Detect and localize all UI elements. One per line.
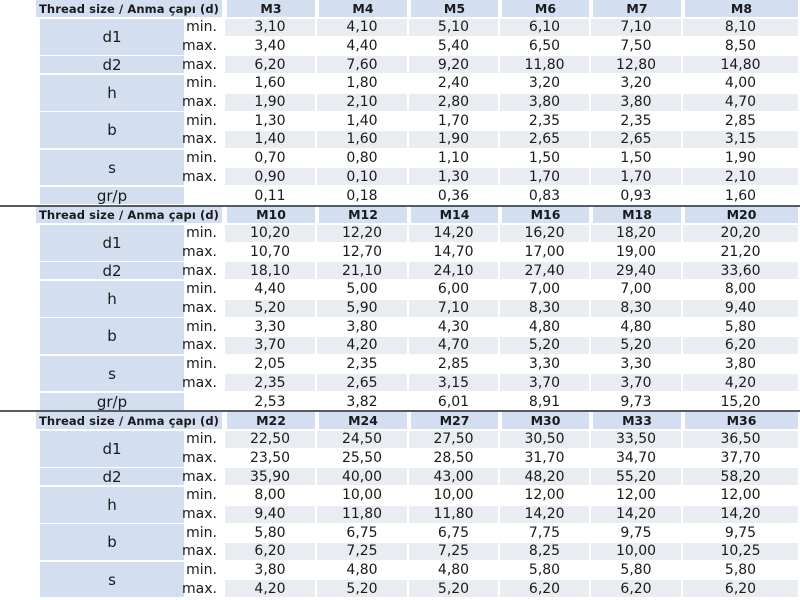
value-cell: 14,70: [409, 243, 498, 260]
value-cell: 3,30: [591, 356, 681, 373]
value-cell: 21,10: [317, 262, 407, 279]
value-cell: 33,60: [683, 262, 798, 279]
thread-size-header: M20: [685, 206, 798, 223]
value-cell: 5,00: [317, 281, 407, 298]
value-cell: 5,80: [500, 562, 589, 579]
value-cell: 12,20: [317, 225, 407, 242]
value-cell: 28,50: [409, 449, 498, 466]
value-cell: 10,20: [225, 225, 315, 242]
value-cell: 20,20: [683, 225, 798, 242]
row-sub-label: max.: [182, 262, 217, 279]
param-label-gr-p: gr/p: [40, 187, 184, 204]
row-sub-label: max.: [182, 374, 217, 391]
row-sub-label: min.: [186, 524, 217, 541]
row-sub-label: min.: [186, 112, 217, 129]
value-cell: 1,70: [409, 112, 498, 129]
value-cell: 6,20: [683, 580, 798, 597]
value-cell: 8,00: [225, 487, 315, 504]
row-sub-label: max.: [182, 94, 217, 111]
value-cell: 17,00: [500, 243, 589, 260]
row-sub-label: min.: [186, 431, 217, 448]
row-sub-label: max.: [182, 506, 217, 523]
value-cell: 27,50: [409, 431, 498, 448]
value-cell: 3,82: [317, 393, 407, 410]
value-cell: 35,90: [225, 468, 315, 485]
value-cell: 6,20: [225, 56, 315, 73]
value-cell: 6,20: [683, 337, 798, 354]
value-cell: 8,30: [500, 300, 589, 317]
value-cell: 7,00: [591, 281, 681, 298]
param-label-gr-p: gr/p: [40, 393, 184, 410]
value-cell: 8,25: [500, 543, 589, 560]
thread-size-header: M18: [593, 206, 681, 223]
row-sub-label: max.: [182, 56, 217, 73]
value-cell: 1,70: [500, 168, 589, 185]
value-cell: 6,50: [500, 37, 589, 54]
value-cell: 1,10: [409, 150, 498, 167]
thread-size-header: M22: [227, 412, 315, 429]
row-sub-label: min.: [186, 562, 217, 579]
value-cell: 12,00: [591, 487, 681, 504]
row-sub-label: max.: [182, 468, 217, 485]
param-label-d2: d2: [40, 468, 184, 485]
value-cell: 4,20: [225, 580, 315, 597]
row-sub-label: max.: [182, 300, 217, 317]
value-cell: 14,20: [409, 225, 498, 242]
value-cell: 7,75: [500, 524, 589, 541]
value-cell: 7,10: [591, 19, 681, 36]
value-cell: 1,30: [409, 168, 498, 185]
value-cell: 31,70: [500, 449, 589, 466]
row-sub-label: max.: [182, 243, 217, 260]
value-cell: 0,36: [409, 187, 498, 204]
value-cell: 27,40: [500, 262, 589, 279]
value-cell: 5,10: [409, 19, 498, 36]
value-cell: 2,65: [500, 131, 589, 148]
value-cell: 9,73: [591, 393, 681, 410]
value-cell: 4,80: [317, 562, 407, 579]
value-cell: 36,50: [683, 431, 798, 448]
thread-size-header: M10: [227, 206, 315, 223]
thread-size-header: M33: [593, 412, 681, 429]
value-cell: 5,20: [317, 580, 407, 597]
thread-size-header: M4: [319, 0, 407, 17]
value-cell: 5,20: [591, 337, 681, 354]
value-cell: 3,40: [225, 37, 315, 54]
param-label-b: b: [40, 112, 184, 148]
value-cell: 6,20: [225, 543, 315, 560]
value-cell: 3,15: [683, 131, 798, 148]
value-cell: 2,35: [225, 374, 315, 391]
value-cell: 4,10: [317, 19, 407, 36]
row-sub-label: max.: [182, 131, 217, 148]
value-cell: 3,80: [500, 94, 589, 111]
row-sub-label: min.: [186, 150, 217, 167]
row-sub-label: min.: [186, 75, 217, 92]
param-label-h: h: [40, 281, 184, 317]
value-cell: 9,40: [683, 300, 798, 317]
value-cell: 2,10: [317, 94, 407, 111]
value-cell: 25,50: [317, 449, 407, 466]
thread-size-header: M36: [685, 412, 798, 429]
value-cell: 5,20: [500, 337, 589, 354]
value-cell: 11,80: [409, 506, 498, 523]
value-cell: 2,85: [409, 356, 498, 373]
thread-size-header: M6: [502, 0, 589, 17]
value-cell: 23,50: [225, 449, 315, 466]
value-cell: 3,20: [591, 75, 681, 92]
param-label-d2: d2: [40, 56, 184, 73]
value-cell: 5,90: [317, 300, 407, 317]
row-sub-label: min.: [186, 19, 217, 36]
value-cell: 6,00: [409, 281, 498, 298]
value-cell: 0,90: [225, 168, 315, 185]
value-cell: 7,50: [591, 37, 681, 54]
value-cell: 6,75: [409, 524, 498, 541]
value-cell: 12,70: [317, 243, 407, 260]
value-cell: 1,30: [225, 112, 315, 129]
header-label: Thread size / Anma çapı (d): [36, 0, 222, 17]
value-cell: 4,30: [409, 318, 498, 335]
value-cell: 18,20: [591, 225, 681, 242]
value-cell: 12,00: [683, 487, 798, 504]
value-cell: 3,70: [225, 337, 315, 354]
row-sub-label: min.: [186, 225, 217, 242]
value-cell: 8,50: [683, 37, 798, 54]
value-cell: 10,00: [591, 543, 681, 560]
value-cell: 10,25: [683, 543, 798, 560]
value-cell: 4,00: [683, 75, 798, 92]
value-cell: 3,70: [500, 374, 589, 391]
param-label-b: b: [40, 318, 184, 354]
row-sub-label: max.: [182, 580, 217, 597]
value-cell: 2,80: [409, 94, 498, 111]
value-cell: 3,80: [683, 356, 798, 373]
value-cell: 9,20: [409, 56, 498, 73]
thread-size-header: M14: [411, 206, 498, 223]
value-cell: 12,00: [500, 487, 589, 504]
value-cell: 3,70: [591, 374, 681, 391]
value-cell: 19,00: [591, 243, 681, 260]
value-cell: 4,80: [591, 318, 681, 335]
value-cell: 3,10: [225, 19, 315, 36]
value-cell: 4,80: [500, 318, 589, 335]
value-cell: 7,00: [500, 281, 589, 298]
value-cell: 9,40: [225, 506, 315, 523]
value-cell: 4,20: [317, 337, 407, 354]
value-cell: 0,80: [317, 150, 407, 167]
value-cell: 5,80: [225, 524, 315, 541]
value-cell: 1,40: [317, 112, 407, 129]
value-cell: 2,35: [591, 112, 681, 129]
value-cell: 40,00: [317, 468, 407, 485]
value-cell: 3,15: [409, 374, 498, 391]
value-cell: 2,85: [683, 112, 798, 129]
thread-size-header: M30: [502, 412, 589, 429]
value-cell: 2,65: [591, 131, 681, 148]
value-cell: 55,20: [591, 468, 681, 485]
value-cell: 21,20: [683, 243, 798, 260]
thread-size-header: M7: [593, 0, 681, 17]
value-cell: 14,20: [591, 506, 681, 523]
value-cell: 1,60: [683, 187, 798, 204]
value-cell: 1,90: [409, 131, 498, 148]
value-cell: 33,50: [591, 431, 681, 448]
value-cell: 1,40: [225, 131, 315, 148]
row-sub-label: [178, 393, 223, 410]
value-cell: 16,20: [500, 225, 589, 242]
value-cell: 1,90: [683, 150, 798, 167]
row-sub-label: [178, 187, 223, 204]
value-cell: 1,60: [317, 131, 407, 148]
value-cell: 4,80: [409, 562, 498, 579]
value-cell: 29,40: [591, 262, 681, 279]
value-cell: 1,50: [500, 150, 589, 167]
param-label-h: h: [40, 487, 184, 523]
value-cell: 7,10: [409, 300, 498, 317]
value-cell: 9,75: [683, 524, 798, 541]
param-label-s: s: [40, 562, 184, 598]
value-cell: 6,75: [317, 524, 407, 541]
value-cell: 5,80: [591, 562, 681, 579]
value-cell: 2,53: [225, 393, 315, 410]
header-label: Thread size / Anma çapı (d): [36, 206, 222, 223]
value-cell: 5,80: [683, 562, 798, 579]
thread-size-header: M24: [319, 412, 407, 429]
value-cell: 6,01: [409, 393, 498, 410]
value-cell: 0,10: [317, 168, 407, 185]
param-label-d1: d1: [40, 431, 184, 467]
value-cell: 6,20: [500, 580, 589, 597]
value-cell: 1,60: [225, 75, 315, 92]
value-cell: 2,40: [409, 75, 498, 92]
row-sub-label: min.: [186, 281, 217, 298]
row-sub-label: max.: [182, 543, 217, 560]
value-cell: 10,00: [409, 487, 498, 504]
value-cell: 4,70: [683, 94, 798, 111]
value-cell: 10,70: [225, 243, 315, 260]
value-cell: 11,80: [500, 56, 589, 73]
value-cell: 34,70: [591, 449, 681, 466]
thread-size-header: M8: [685, 0, 798, 17]
row-sub-label: max.: [182, 37, 217, 54]
value-cell: 14,20: [683, 506, 798, 523]
value-cell: 4,70: [409, 337, 498, 354]
thread-size-header: M12: [319, 206, 407, 223]
value-cell: 24,10: [409, 262, 498, 279]
value-cell: 4,20: [683, 374, 798, 391]
param-label-s: s: [40, 150, 184, 186]
value-cell: 1,50: [591, 150, 681, 167]
param-label-d1: d1: [40, 225, 184, 261]
value-cell: 3,80: [317, 318, 407, 335]
value-cell: 8,30: [591, 300, 681, 317]
value-cell: 37,70: [683, 449, 798, 466]
value-cell: 11,80: [317, 506, 407, 523]
value-cell: 7,25: [409, 543, 498, 560]
row-sub-label: min.: [186, 487, 217, 504]
value-cell: 8,91: [500, 393, 589, 410]
value-cell: 2,35: [317, 356, 407, 373]
value-cell: 8,00: [683, 281, 798, 298]
value-cell: 9,75: [591, 524, 681, 541]
value-cell: 14,80: [683, 56, 798, 73]
section-divider: [0, 410, 800, 412]
value-cell: 1,90: [225, 94, 315, 111]
value-cell: 48,20: [500, 468, 589, 485]
value-cell: 1,80: [317, 75, 407, 92]
row-sub-label: max.: [182, 168, 217, 185]
thread-size-header: M3: [227, 0, 315, 17]
value-cell: 3,20: [500, 75, 589, 92]
value-cell: 3,80: [591, 94, 681, 111]
value-cell: 4,40: [225, 281, 315, 298]
value-cell: 6,10: [500, 19, 589, 36]
value-cell: 8,10: [683, 19, 798, 36]
value-cell: 4,40: [317, 37, 407, 54]
thread-size-header: M27: [411, 412, 498, 429]
value-cell: 18,10: [225, 262, 315, 279]
value-cell: 3,80: [225, 562, 315, 579]
value-cell: 2,05: [225, 356, 315, 373]
row-sub-label: min.: [186, 356, 217, 373]
value-cell: 7,60: [317, 56, 407, 73]
value-cell: 2,10: [683, 168, 798, 185]
param-label-s: s: [40, 356, 184, 392]
header-label: Thread size / Anma çapı (d): [36, 412, 222, 429]
value-cell: 14,20: [500, 506, 589, 523]
row-sub-label: max.: [182, 337, 217, 354]
value-cell: 0,11: [225, 187, 315, 204]
value-cell: 7,25: [317, 543, 407, 560]
value-cell: 10,00: [317, 487, 407, 504]
value-cell: 5,80: [683, 318, 798, 335]
value-cell: 30,50: [500, 431, 589, 448]
value-cell: 0,93: [591, 187, 681, 204]
param-label-b: b: [40, 524, 184, 560]
param-label-h: h: [40, 75, 184, 111]
value-cell: 5,40: [409, 37, 498, 54]
thread-size-header: M5: [411, 0, 498, 17]
value-cell: 3,30: [500, 356, 589, 373]
value-cell: 5,20: [409, 580, 498, 597]
value-cell: 3,30: [225, 318, 315, 335]
value-cell: 0,70: [225, 150, 315, 167]
param-label-d2: d2: [40, 262, 184, 279]
value-cell: 15,20: [683, 393, 798, 410]
value-cell: 2,35: [500, 112, 589, 129]
value-cell: 6,20: [591, 580, 681, 597]
thread-size-header: M16: [502, 206, 589, 223]
value-cell: 22,50: [225, 431, 315, 448]
value-cell: 1,70: [591, 168, 681, 185]
value-cell: 0,18: [317, 187, 407, 204]
value-cell: 58,20: [683, 468, 798, 485]
section-divider: [0, 205, 800, 207]
row-sub-label: max.: [182, 449, 217, 466]
value-cell: 2,65: [317, 374, 407, 391]
value-cell: 12,80: [591, 56, 681, 73]
value-cell: 24,50: [317, 431, 407, 448]
value-cell: 43,00: [409, 468, 498, 485]
param-label-d1: d1: [40, 19, 184, 55]
row-sub-label: min.: [186, 318, 217, 335]
value-cell: 0,83: [500, 187, 589, 204]
value-cell: 5,20: [225, 300, 315, 317]
